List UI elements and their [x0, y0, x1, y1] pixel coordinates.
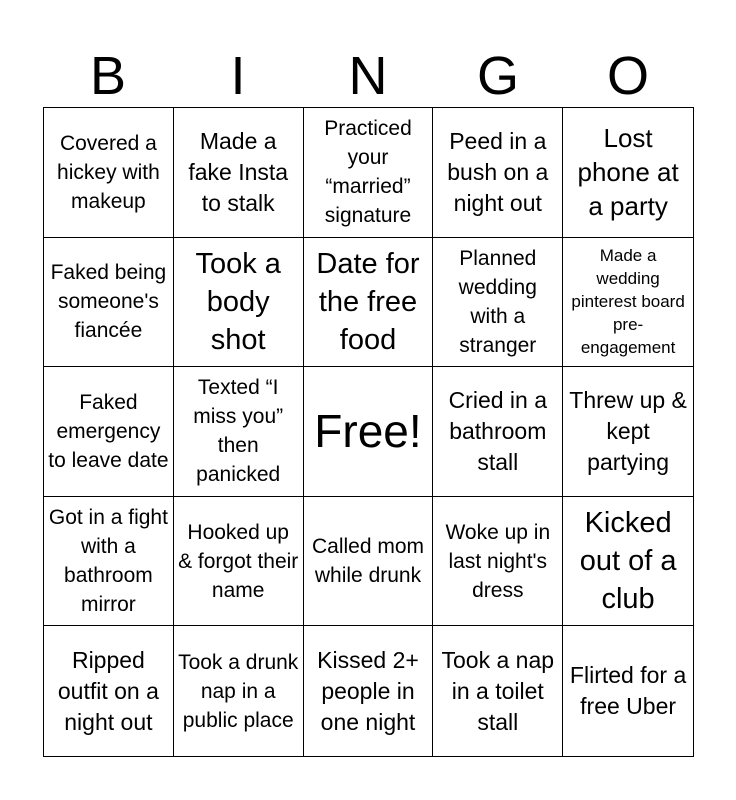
cell-text: Took a body shot — [195, 247, 281, 356]
cell-text: Flirted for a free Uber — [569, 662, 687, 720]
bingo-cell[interactable] — [174, 367, 304, 497]
header-letter-g: G — [476, 46, 519, 106]
cell-text: Texted “I miss you” then panicked — [193, 376, 284, 487]
bingo-cell[interactable] — [563, 238, 693, 368]
bingo-cell[interactable] — [563, 497, 693, 627]
cell-text: Took a nap in a toilet stall — [441, 646, 555, 735]
cell-text: Kicked out of a club — [579, 507, 677, 616]
cell-text: Faked being someone's fiancée — [50, 261, 167, 343]
cell-text: Peed in a bush on a night out — [447, 127, 549, 216]
cell-text: Threw up & kept partying — [569, 386, 687, 475]
cell-text: Lost phone at a party — [577, 123, 679, 222]
bingo-cell[interactable] — [304, 497, 434, 627]
bingo-cell[interactable] — [304, 238, 434, 368]
cell-text: Practiced your “married” signature — [324, 117, 412, 228]
bingo-cell[interactable] — [433, 497, 563, 627]
cell-text: Date for the free food — [316, 247, 420, 356]
bingo-cell[interactable] — [44, 108, 174, 238]
cell-text: Woke up in last night's dress — [445, 520, 551, 602]
header-letter-n: N — [348, 46, 388, 106]
bingo-cell[interactable] — [304, 626, 434, 756]
cell-text: Hooked up & forgot their name — [178, 520, 299, 602]
bingo-cell[interactable] — [174, 626, 304, 756]
cell-text: Called mom while drunk — [311, 535, 425, 588]
bingo-header — [43, 46, 693, 106]
cell-text: Made a fake Insta to stalk — [188, 127, 289, 216]
header-letter-b: B — [89, 46, 127, 106]
bingo-cell[interactable] — [563, 108, 693, 238]
bingo-cell[interactable] — [304, 108, 434, 238]
cell-text: Cried in a bathroom stall — [448, 386, 547, 475]
free-space[interactable] — [304, 367, 434, 497]
cell-text: Made a wedding pinterest board pre-engagement — [571, 246, 685, 358]
bingo-cell[interactable] — [563, 367, 693, 497]
header-letter-o: O — [606, 46, 649, 106]
bingo-board — [43, 107, 694, 757]
bingo-cell[interactable] — [44, 238, 174, 368]
bingo-cell[interactable] — [44, 367, 174, 497]
bingo-cell[interactable] — [174, 238, 304, 368]
free-space-label: Free! — [314, 405, 422, 458]
cell-text: Covered a hickey with makeup — [57, 131, 160, 213]
cell-text: Faked emergency to leave date — [48, 390, 169, 472]
bingo-cell[interactable] — [433, 238, 563, 368]
bingo-cell[interactable] — [44, 626, 174, 756]
bingo-cell[interactable] — [433, 626, 563, 756]
bingo-cell[interactable] — [563, 626, 693, 756]
cell-text: Took a drunk nap in a public place — [178, 650, 299, 732]
bingo-cell[interactable] — [174, 497, 304, 627]
bingo-cell[interactable] — [433, 108, 563, 238]
cell-text: Got in a fight with a bathroom mirror — [48, 506, 168, 617]
cell-text: Planned wedding with a stranger — [458, 246, 537, 357]
bingo-cell[interactable] — [433, 367, 563, 497]
cell-text: Kissed 2+ people in one night — [317, 646, 419, 735]
cell-text: Ripped outfit on a night out — [57, 646, 159, 735]
bingo-cell[interactable] — [174, 108, 304, 238]
header-letter-i: I — [230, 46, 246, 106]
bingo-cell[interactable] — [44, 497, 174, 627]
